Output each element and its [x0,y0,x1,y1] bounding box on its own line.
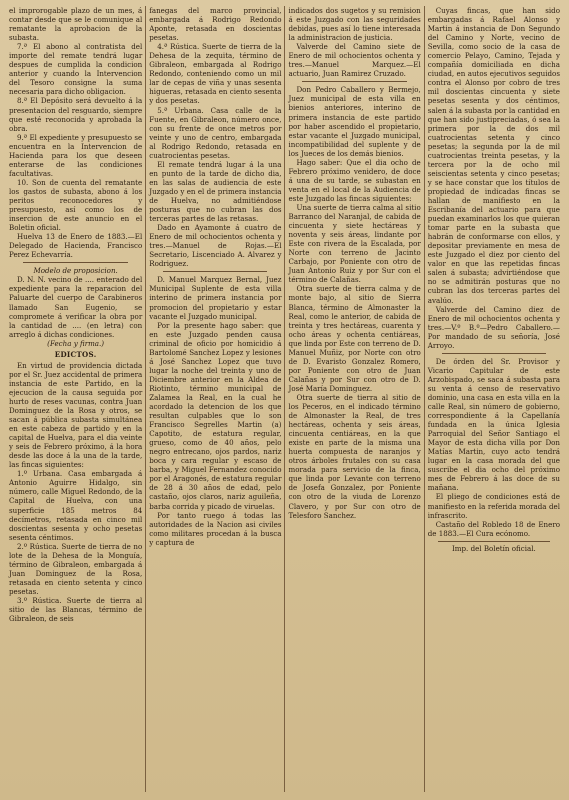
paragraph: Otra suerte de tierra al sitio de los Peceros, en el indicado término de Almonaster la Real, de tres hectáreas, ochenta y seis áreas, cincuenta centiáreas, en la que existe en parte de la misma una huerta compuesta de naranjos y otros árboles frutales con su casa morada para servicio de la finca, que linda por Levante con terreno de Josefa Gonzalez, por Poniente con otro de la viuda de Lorenzo Clavero, y por Sur con otro de Telesforo Sanchez. [288,392,421,520]
column-2 [145,6,284,792]
paragraph: 7.ª El abono al contratista del importe del remate tendrá lugar despues de cumplida la condicion anterior y cuando la Intervencion del Tesoro consigne la suma necesaria para dicho obligacion. [9,42,143,97]
paragraph: Cuyas fincas, que han sido embargadas á Rafael Alonso y Martin á instancia de Don Segundo del Camino y Norte, vecino de Sevilla, como socio de la casa de comercio Pelayo, Camino, Tejada y compañía domiciliada en dicha ciudad, en autos ejecutivos seguidos contra el Alonso por cobro de tres mil doscientas cincuenta y siete pesetas sesenta y dos céntimos, salen á la subasta por la cantidad en que han sido justipreciadas, ó sea la primera por la de dos mil cuatrocientas setenta y cinco pesetas; la segunda por la de mil cuatrocientas treinta pesetas, y la tercera por la de ocho mil seiscientas setenta y cinco pesetas; y se hace constar que los títulos de propiedad de indicadas fincas se hallan de manifiesto en la Escribanía del actuario para que puedan examinarlos los que quieran tomar parte en la subasta que habrán de conformarse con ellos, y depositar previamente en mesa de este Juzgado el diez por ciento del valor en que las repetidas fincas salen á subasta; advirtiéndose que no se admitirán posturas que no cubran las dos terceras partes del avalúo. [427,6,560,305]
divider [23,262,128,263]
paragraph: Una suerte de tierra calma al sitio Barranco del Naranjal, de cabida de cincuenta y siete hectáreas y noventa y seis áreas, lindante por Este con rivera de la Escalada, por Norte con terreno de Jacinto Carbajo, por Poniente con otro de Juan Antonio Ruiz y por Sur con el término de Calañas. [288,202,421,285]
paragraph: Por tanto ruego á todas las autoridades de la Nacion asi civiles como militares procedan á la busca y captura de [149,510,282,547]
column-4 [424,6,563,792]
paragraph: Dado en Ayamonte á cuatro de Enero de mil ochocientos ochenta y tres.—Manuel de Rojas.—El Secretario, Liscenciado A. Alvarez y Rodriguez. [149,223,282,269]
paragraph: 10. Son de cuenta del rematante los gastos de subasta, abono á los peritos reconocedores y presupuesto, así como los de insercion de este anuncio en el Boletin oficial. [9,177,143,233]
paragraph: 2.º Rústica. Suerte de tierra de no lote de la Dehesa de la Monguía, término de Gibraleon, embargada á Juan Dominguez de la Rosa, retasada en ciento setenta y cinco pesetas. [9,541,143,596]
paragraph: fanegas del marco provincial, embargada á Rodrigo Redondo Aponte, retasada en doscientas pesetas. [149,6,282,43]
paragraph: Castaño del Robledo 18 de Enero de 1883.—El Cura ecónomo. [427,519,560,538]
section-heading: EDICTOS. [54,349,97,359]
paragraph: De órden del Sr. Provisor y Vicario Capitular de este Arzobispado, se saca á subasta para su venta á censo de reservativo dominio, una casa en esta villa en la calle Real, sin número de gobierno, correspondiente á la Capellanía fundada en la única Iglesia Parroquial del Señor Santiago el Mayor de esta dicha villa por Don Matías Martin, cuyo acto tendrá lugar en la casa morada del que suscribe el dia ocho del próximo mes de Febrero á las doce de su mañana. [427,356,560,493]
column-3 [284,6,423,792]
paragraph: 3.º Rústica. Suerte de tierra al sitio de las Blancas, término de Gibraleon, de seis [9,596,143,624]
paragraph: indicados dos sugetos y su remision á este Juzgado con las seguridades debidas, pues así lo tiene interesada la administracion de justicia. [288,6,421,43]
model-heading: Modelo de proposicion. [33,266,118,276]
paragraph: 5.ª Urbana. Casa calle de la Fuente, en Gibraleon, número once, con su frente de once metros por veinte y uno de centro, embargada al Rodrigo Redondo, retasada en cuatrocientas pesetas. [149,105,282,160]
paragraph: D. N. N. vecino de .... enterado del expediente para la reparacion del Paluarte del cuerpo de Carabineros llamado San Eugenio, se compromete á verificar la obra por la cantidad de .... (en letra) con arreglo á dichas condiciones. [9,275,143,339]
paragraph: El remate tendrá lugar á la una en punto de la tarde de dicho dia, en las salas de audiencia de este Juzgado y en el de primera instancia de Huelva, no admitiéndose posturas que no cubran las dos terceras partes de las retasas. [149,159,282,224]
paragraph: Otra suerte de tierra calma y de monte bajo, al sitio de Sierra Blanca, término de Almonaster la Real, como le anterior, de cabida de treinta y tres hectáreas, cuarenta y ocho áreas y ochenta centiáreas, que linda por Este con terreno de D. Manuel Muñiz, por Norte con otro de D. Evaristo Gonzalez Romero, por Poniente con otro de Juan Calañas y por Sur con otro de D. José María Dominguez. [288,284,421,393]
paragraph: el improrogable plazo de un mes, á contar desde que se le comunique al rematante la aprobacion de la subasta. [9,6,143,43]
paragraph: 4.ª Rústica. Suerte de tierra de la Dehesa de la zequita, término de Gibraleon, embargada al Rodrigo Redondo, conteniendo como un mil lar de cepas de viña y unas sesenta higueras, retasada en ciento sesenta y dos pesetas. [149,42,282,106]
paragraph: El pliego de condiciones está de manifiesto en la referida morada del infrascrito. [427,492,560,520]
printer-footer: Imp. del Boletín oficial. [451,543,536,553]
paragraph: 8.ª El Depósito será devuelto á la presentacion del resguardo, siempre que esté reconocida y aprobada la obra. [9,96,143,133]
divider [163,271,267,272]
paragraph: Valverde del Camino diez de Enero de mil ochocientos ochenta y tres.—V.º B.º—Pedro Caballero.—Por mandado de su señoría, José Arroyo. [427,304,560,350]
columns [6,6,563,792]
signature-line: (Fecha y firma.) [47,338,105,348]
paragraph: En virtud de providencia dictada por el Sr. Juez accidental de primera instancia de este Partido, en la ejecucion de la causa seguida por hurto de reses vacunas, contra Juan Dominguez de la Rosa y otros, se sacan á pública subasta simultánea en este cabeza de partido y en la capital de Huelva, para el dia veinte y seis de Febrero próximo, á la hora desde las doce á la una de la tarde, las fincas siguientes: [9,360,143,470]
paragraph: 1.º Urbana. Casa embargada á Antonio Aguirre Hidalgo, sin número, calle Miguel Redondo, de la Capital de Huelva, con una superficie 185 metros 84 decímetros, retasada en cinco mil doscientas sesenta y ocho pesetas sesenta céntimos. [9,469,143,542]
paragraph: 9.ª El expediente y presupuesto se encuentra en la Intervencion de Hacienda para los que deseen enterarse de las condiciones facultativas. [9,132,143,178]
paragraph: Hago saber: Que el dia ocho de Febrero próximo venidero, de doce á una de su tarde, se subastan en venta en el local de la Audiencia de este Juzgado las fincas siguientes: [288,157,421,203]
divider [302,81,406,82]
paragraph: Huelva 13 de Enero de 1883.—El Delegado de Hacienda, Francisco Perez Echevarría. [9,232,143,260]
divider [442,353,546,354]
divider [438,541,550,542]
paragraph: Valverde del Camino siete de Enero de mil ochocientos ochenta y tres.—Manuel Marquez.—El actuario, Juan Ramirez Cruzado. [288,42,421,79]
paragraph: D. Manuel Marquez Bernal, Juez Municipal Suplente de esta villa interino de primera instancia por promocion del propietario y estar vacante el Juzgado municipal. [149,275,282,321]
paragraph: Por la presente hago saber: que en este Juzgado penden causa criminal de oficio por homicidio á Bartolomé Sanchez Lopez y lesiones á José Sanchez Lopez que tuvo lugar la noche del treinta y uno de Diciembre anterior en la Aldea de Riotinto, término municipal de Zalamea la Real, en la cual he acordado la detencion de los que resultan culpables que lo son Francisco Segrelles Martin (a) Capotito, de estatura regular, grueso, como de 40 años, pelo negro entrecano, ojos pardos, nariz boca y cara regular y escaso de barba, y Miguel Fernandez conocido por el Aragonés, de estatura regular de 28 á 30 años de edad, pelo castaño, ojos claros, nariz aguileña, barba corrida y picado de viruelas. [149,320,282,511]
column-1 [6,6,145,792]
paragraph: Don Pedro Caballero y Bermejo, Juez municipal de esta villa en bienios anteriores, interino de primera instancia de este partido por haber ascendido el propietario, estar vacante el Juzgado municipal, incompatibilidad del suplente y de los Jueces de los demás bienios. [288,85,421,158]
